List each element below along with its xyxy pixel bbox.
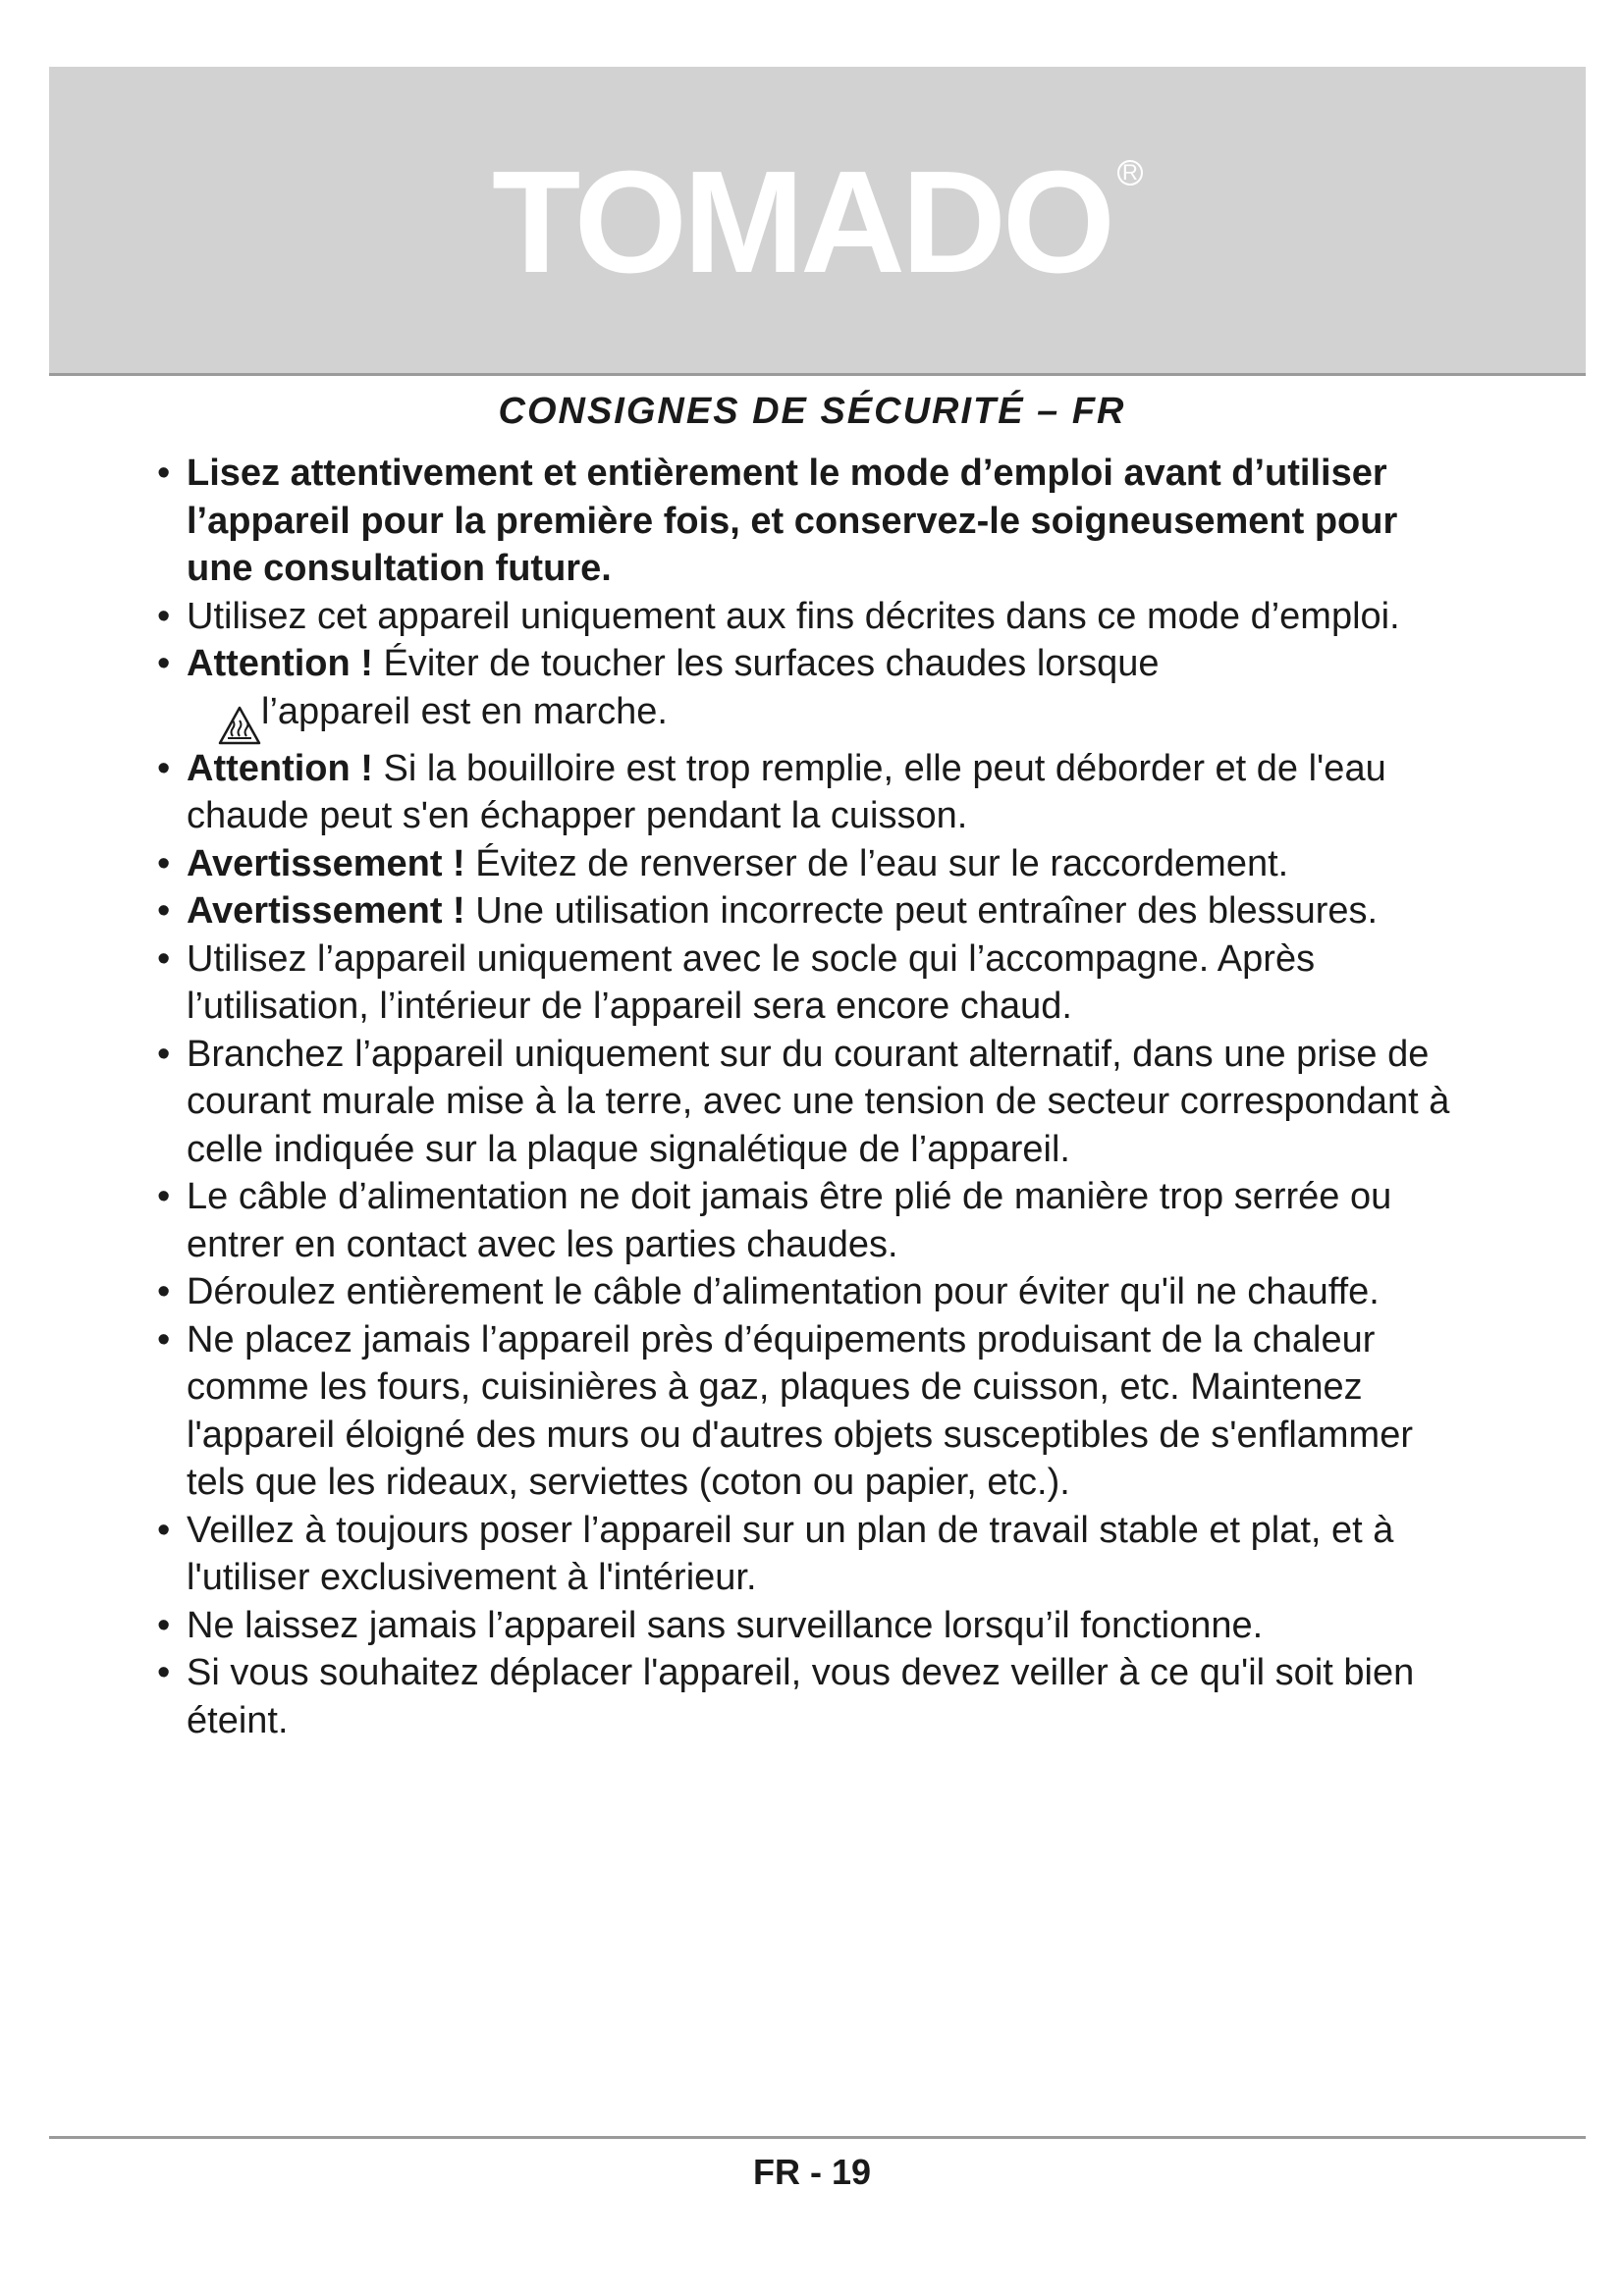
item-text: Utilisez cet appareil uniquement aux fins décrites dans ce mode d’emploi.	[187, 595, 1400, 637]
list-item	[157, 1316, 1473, 1507]
list-item-attention-hot-surface	[157, 640, 1473, 745]
list-item	[157, 887, 1473, 935]
bullet: •	[157, 937, 171, 980]
bullet: •	[157, 1318, 171, 1361]
hot-surface-warning-icon	[218, 706, 261, 745]
item-text: Si vous souhaitez déplacer l'appareil, vous devez veiller à ce qu'il soit bien éteint.	[187, 1652, 1415, 1741]
bullet: •	[157, 453, 171, 494]
item-text: Déroulez entièrement le câble d’alimentation pour éviter qu'il ne chauffe.	[187, 1271, 1380, 1312]
item-text: Le câble d’alimentation ne doit jamais être plié de manière trop serrée ou entrer en contact avec les parties chaudes.	[187, 1176, 1392, 1265]
list-item	[157, 1507, 1473, 1602]
section-title: CONSIGNES DE SÉCURITÉ – FR	[498, 391, 1126, 432]
bullet: •	[157, 1176, 171, 1217]
item-text: Utilisez l’appareil uniquement avec le socle qui l’accompagne. Après l’utilisation, l’intérieur de l’appareil sera encore chaud.	[187, 937, 1316, 1027]
list-item	[157, 593, 1473, 641]
list-item	[157, 450, 1473, 593]
header-band	[49, 67, 1586, 376]
item-text-continuation	[187, 688, 1473, 745]
list-item	[157, 935, 1473, 1031]
item-bold-text: Lisez attentivement et entièrement le mode d’emploi avant d’utiliser l’appareil pour la première fois, et conservez-le soigneusement pour une consultation future.	[187, 453, 1398, 589]
registered-mark: R	[1117, 160, 1143, 186]
logo-text: TOMADO	[491, 141, 1111, 303]
bullet: •	[157, 890, 171, 932]
bullet: •	[157, 842, 171, 884]
list-item	[157, 1173, 1473, 1268]
bullet: •	[157, 1033, 171, 1075]
footer-divider	[49, 2136, 1586, 2139]
list-item	[157, 1268, 1473, 1316]
item-bold-text: Avertissement !	[187, 890, 465, 932]
page-number: FR - 19	[752, 2152, 872, 2192]
bullet: •	[157, 595, 171, 637]
item-bold-text: Avertissement !	[187, 842, 465, 884]
item-text: Veillez à toujours poser l’appareil sur un plan de travail stable et plat, et à l'utiliser exclusivement à l'intérieur.	[187, 1509, 1394, 1598]
item-text: Éviter de toucher les surfaces chaudes lorsque	[372, 643, 1160, 684]
item-text: Si la bouilloire est trop remplie, elle peut déborder et de l'eau chaude peut s'en échapper pendant la cuisson.	[187, 747, 1386, 836]
item-text: Ne laissez jamais l’appareil sans surveillance lorsqu’il fonctionne.	[187, 1604, 1264, 1646]
bullet: •	[157, 1604, 171, 1646]
bullet: •	[157, 747, 171, 789]
item-text: Ne placez jamais l’appareil près d’équipements produisant de la chaleur comme les fours, cuisinières à gaz, plaques de cuisson, etc. Maintenez l'appareil éloigné des murs ou d'autres objets susceptibles de s'enflammer tels que les rideaux, serviettes (coton ou papier, etc.).	[187, 1318, 1413, 1503]
bullet: •	[157, 1509, 171, 1551]
list-item	[157, 745, 1473, 840]
bullet: •	[157, 1652, 171, 1693]
brand-logo	[491, 141, 1143, 303]
item-text-line2: l’appareil est en marche.	[261, 690, 668, 732]
list-item	[157, 1649, 1473, 1744]
list-item	[157, 1602, 1473, 1650]
bullet: •	[157, 1271, 171, 1312]
item-text: Branchez l’appareil uniquement sur du courant alternatif, dans une prise de courant murale mise à la terre, avec une tension de secteur correspondant à celle indiquée sur la plaque signalétique de l’appareil.	[187, 1033, 1450, 1170]
list-item	[157, 1031, 1473, 1174]
item-text: Une utilisation incorrecte peut entraîner des blessures.	[464, 890, 1379, 932]
item-bold-text: Attention !	[187, 643, 373, 684]
bullet: •	[157, 643, 171, 684]
item-bold-text: Attention !	[187, 747, 373, 789]
list-item	[157, 840, 1473, 888]
safety-instructions-list	[157, 450, 1473, 1744]
item-text: Évitez de renverser de l’eau sur le raccordement.	[464, 842, 1289, 884]
